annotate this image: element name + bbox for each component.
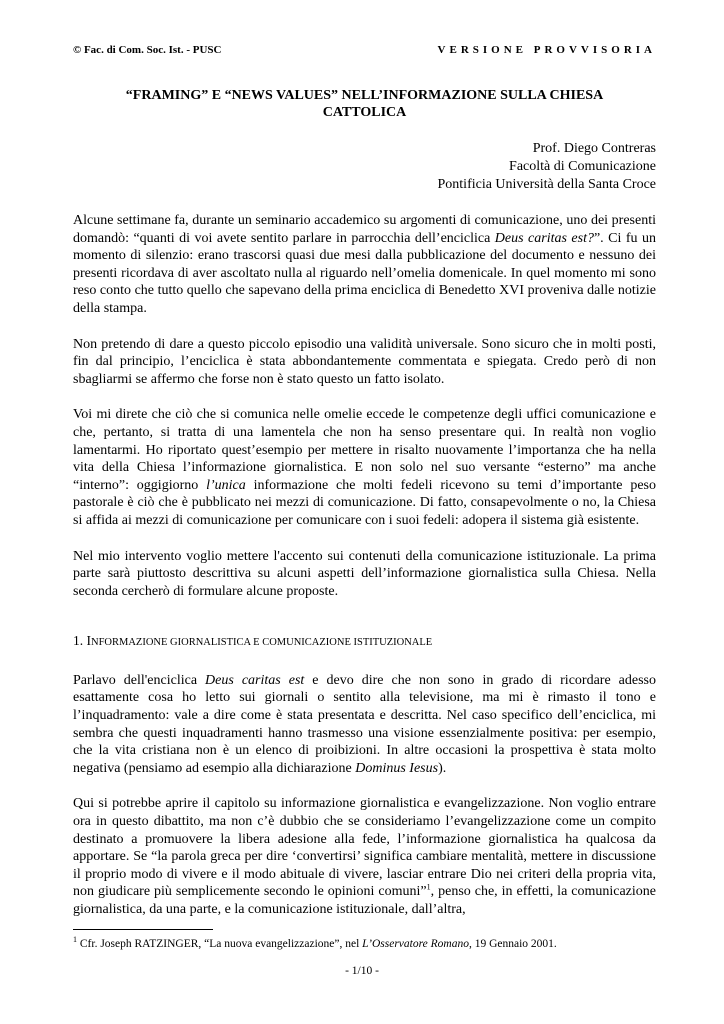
footnote-reference[interactable]: 1 [426,882,431,892]
footnote-number: 1 [73,935,77,945]
author-block [438,140,657,194]
section-title-text: NFORMAZIONE GIORNALISTICA E COMUNICAZIONE ISTITUZIONALE [91,637,433,649]
text-run: , penso che, in effetti, la comunicazione giornalistica, da una parte, e la comunicazione istituzionale, dall’altra, [73,884,656,917]
paragraph-6 [73,795,656,918]
text-run: Qui si potrebbe aprire il capitolo su informazione giornalistica e evangelizzazione. Non voglio entrare ora in questo dibattito, ma non c’è dubbio che se consideriamo l’evangelizzazione come un compito destinato a promuovere la libera adesione alla fede, l’informazione giornalistica ha qualcosa da apportare. Se “la parola greca per dire ‘convertirsi’ significa cambiare mentalità, mettere in discussione il proprio modo di vivere e il modo abituale di vivere, lasciar entrare Dio nei criteri della propria vita, non giudicare più semplicemente secondo le opinioni comuni” [73,796,656,900]
paragraph-1 [73,212,656,318]
page-number: - 1/10 - [345,965,379,977]
text-run: ”. Ci fu un momento di silenzio: erano trascorsi quasi due mesi dalla pubblicazione del documento e nessuno dei presenti ricordava di aver ascoltato nulla al riguardo nell’omelia domenicale. In quel momento mi sono reso conto che tutto quello che sapevano della prima enciclica di Benedetto XVI proveniva dalle notizie della stampa. [73,230,656,316]
text-run: Alcune settimane fa, durante un seminario accademico su argomenti di comunicazione, uno dei presenti domandò: “quanti di voi avete sentito parlare in parrocchia dell’enciclica [73,213,656,246]
text-run: Parlavo dell'enciclica [73,672,206,688]
text-run: e devo dire che non sono in grado di ricordare adesso esattamente cosa ho letto sui giornali o sentito alla televisione, ma mi è rimasto il tono e l’inquadramento: vale a dire come è stata presentata e descritta. Nel caso specifico dell’enciclica, mi sembra che questi inquadramenti hanno trasmesso una visione essenzialmente positiva: per esempio, che la vita cristiana non è un elenco di proibizioni. In altre occasioni la prospettiva è stata molto negativa (pensiamo ad esempio alla dichiarazione [73,672,656,776]
italic-run: l’unica [206,477,246,493]
italic-run: Deus caritas est [205,672,305,688]
title-line-2: CATTOLICA [322,105,407,120]
text-run: , 19 Gennaio 2001. [468,938,557,950]
paragraph-5 [73,672,656,778]
paragraph-2: Non pretendo di dare a questo piccolo episodio una validità universale. Sono sicuro che in molti posti, fin dal principio, l’enciclica è stata abbondantemente commentata e spiegata. Credo però di non sbagliarmi se affermo che forse non è stato questo un fatto isolato. [73,336,656,387]
italic-run: L’Osservatore Romano [362,938,469,950]
paragraph-3 [73,406,656,529]
document-title [73,87,656,121]
footnote [73,935,557,950]
author-faculty: Facoltà di Comunicazione [509,159,656,174]
header-copyright: © Fac. di Com. Soc. Ist. - PUSC [73,44,222,56]
text-run: informazione che molti fedeli ricevono su temi d’importante peso pastorale è ciò che è pubblicato nei mezzi di comunicazione. Di fatto, consapevolmente o no, la Chiesa si affida ai mezzi di comunicazione per comunicare con i suoi fedeli: adopera il sistema già esistente. [73,477,656,528]
italic-run: Dominus Iesus [355,760,439,776]
text-run: Voi mi direte che ciò che si comunica nelle omelie eccede le competenze degli uffici comunicazione e che, pertanto, si tratta di una lamentela che non ha senso presentare qui. In realtà non voglio lamentarmi. Ho riportato quest’esempio per mettere in risalto nuovamente l’importanza che ha nella vita della Chiesa l’informazione giornalistica. E non solo nel suo versante “esterno” ma anche “interno”: oggigiorno [73,407,656,493]
section-heading [73,632,656,652]
footnote-separator [73,929,213,930]
header-draft-label: VERSIONE PROVVISORIA [437,44,656,56]
text-run: Cfr. Joseph RATZINGER, “La nuova evangelizzazione”, nel [77,938,363,950]
document-body [73,212,656,937]
title-line-1: “FRAMING” E “NEWS VALUES” NELL’INFORMAZIONE SULLA CHIESA [125,88,604,103]
author-name: Prof. Diego Contreras [532,141,656,156]
paragraph-4: Nel mio intervento voglio mettere l'accento sui contenuti della comunicazione istituzionale. La prima parte sarà piuttosto descrittiva su alcuni aspetti dell’informazione giornalistica sulla Chiesa. Nella seconda cercherò di formulare alcune proposte. [73,548,656,599]
italic-run: Deus caritas est? [494,230,594,246]
author-university: Pontificia Università della Santa Croce [437,177,656,192]
section-number: 1. I [73,633,91,649]
text-run: ). [438,760,447,776]
